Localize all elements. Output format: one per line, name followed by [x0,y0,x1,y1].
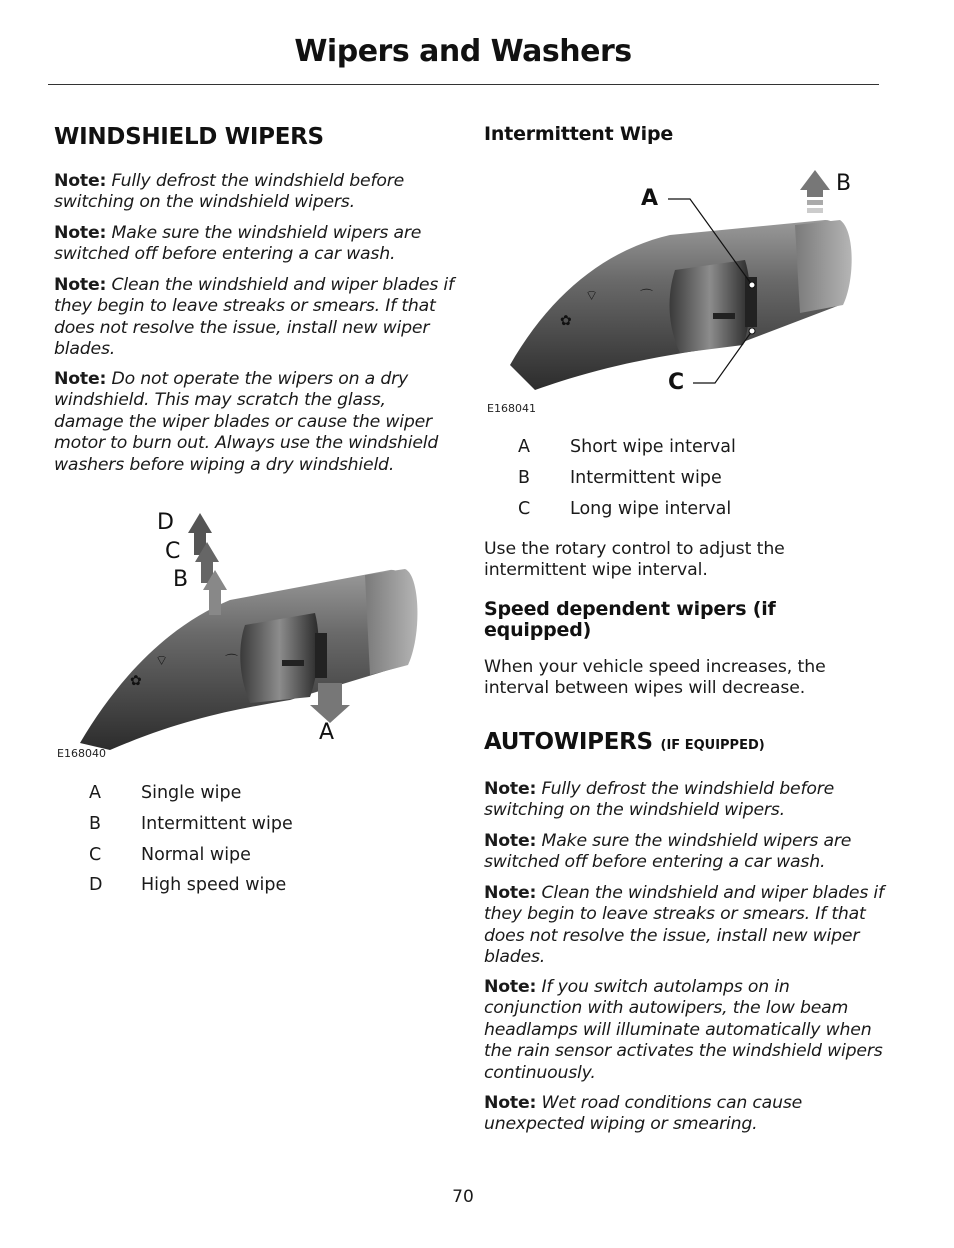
note-defrost [54,171,454,214]
stalk-tip [795,220,852,313]
autowipers-suffix: (IF EQUIPPED) [660,738,765,753]
rotary-control-text: Use the rotary control to adjust the intermittent wipe interval. [484,539,785,581]
figure-label-c: C [165,539,181,564]
note-text: Clean the windshield and wiper blades if they begin to leave streaks or smears. If that does not resolve the issue, install new wiper blades. [54,275,454,360]
legend-key: A [89,783,101,803]
autowipers-heading [484,729,765,755]
speed-dependent-text: When your vehicle speed increases, the interval between wipes will decrease. [484,657,826,699]
legend-key: B [89,814,102,834]
note-label: Note: [484,831,537,851]
note-autolamps [484,977,884,1084]
note-car-wash [54,223,454,266]
intermittent-wipe-heading: Intermittent Wipe [484,123,674,145]
note-clean-blades [54,275,454,361]
legend-value: Intermittent wipe [570,468,722,488]
wiper-symbol-icon: ⌔ [155,653,169,669]
autowipers-title: AUTOWIPERS [484,729,653,755]
note-clean-blades [484,883,884,969]
figure-label-a: A [319,720,335,745]
legend-value: Normal wipe [141,845,251,865]
legend-value: Short wipe interval [570,437,736,457]
note-label: Note: [54,171,107,191]
note-label: Note: [484,1093,537,1113]
legend-value: Long wipe interval [570,499,732,519]
windshield-wipers-heading: WINDSHIELD WIPERS [54,124,324,150]
legend-value: Intermittent wipe [141,814,293,834]
note-text: Make sure the windshield wipers are switched off before entering a car wash. [54,223,422,265]
figure-label-d: D [157,510,174,535]
title-divider [48,84,879,85]
figure-label-c: C [668,370,685,395]
figure-label-b: B [173,567,189,592]
legend-key: B [518,468,531,488]
arrow-b-icon [800,170,830,197]
legend-value: Single wipe [141,783,242,803]
figure-label-a: A [641,186,659,211]
note-label: Note: [484,883,537,903]
legend-key: C [89,845,102,865]
note-text: Fully defrost the windshield before switching on the windshield wipers. [54,171,405,213]
legend-key: C [518,499,531,519]
figure-id: E168041 [487,402,536,415]
auto-wiper-icon: ⌒ [225,654,239,669]
note-dry-windshield [54,369,454,476]
note-text: If you switch autolamps on in conjunction with autowipers, the low beam headlamps will illuminate automatically when the rain sensor activates the windshield wipers continuously. [484,977,883,1083]
legend-key: D [89,875,103,895]
note-defrost [484,779,884,822]
note-text: Wet road conditions can cause unexpected wiping or smearing. [484,1093,803,1135]
interval-marks [315,633,327,678]
washer-symbol-icon: ✿ [560,313,572,329]
note-text: Clean the windshield and wiper blades if they begin to leave streaks or smears. If that does not resolve the issue, install new wiper blades. [484,883,884,968]
intermittent-stalk-illustration [495,165,865,400]
auto-wiper-icon: ⌒ [640,289,654,304]
wiper-stalk-illustration [60,505,440,755]
note-wet-road [484,1093,884,1136]
note-label: Note: [484,977,537,997]
note-label: Note: [54,275,107,295]
figure-label-b: B [836,171,852,196]
note-car-wash [484,831,884,874]
note-label: Note: [484,779,537,799]
page-title: Wipers and Washers [294,34,632,69]
legend-key: A [518,437,530,457]
rotary-knob [670,260,751,353]
note-label: Note: [54,223,107,243]
legend-value: High speed wipe [141,875,287,895]
figure-id: E168040 [57,747,106,760]
rotary-knob [240,613,318,703]
note-text: Do not operate the wipers on a dry windshield. This may scratch the glass, damage the wiper blades or cause the wiper motor to burn out. Always use the windshield washers before wiping a dry windshield. [54,369,439,475]
speed-dependent-heading: Speed dependent wipers (if equipped) [484,598,776,641]
page-number: 70 [452,1187,474,1207]
note-label: Note: [54,369,107,389]
note-text: Make sure the windshield wipers are switched off before entering a car wash. [484,831,852,873]
wiper-symbol-icon: ⌔ [585,288,599,304]
washer-symbol-icon: ✿ [130,673,142,689]
stalk-tip [365,569,417,675]
note-text: Fully defrost the windshield before switching on the windshield wipers. [484,779,835,821]
